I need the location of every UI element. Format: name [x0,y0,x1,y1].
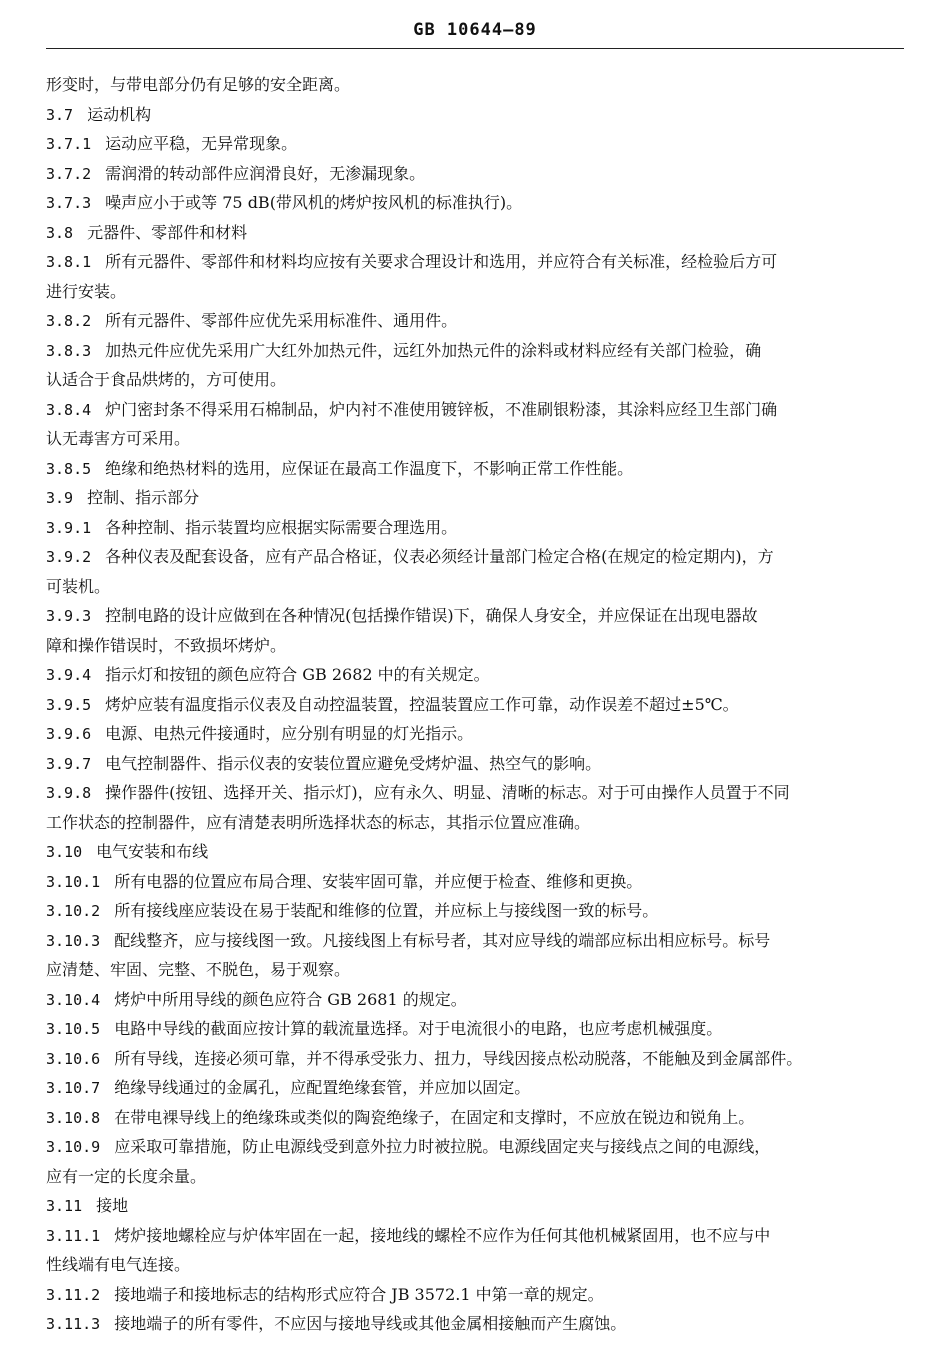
clause-text: 形变时，与带电部分仍有足够的安全距离。 [46,75,351,94]
clause-number: 3.9.3 [46,607,92,625]
clause-text: 各种仪表及配套设备，应有产品合格证，仪表必须经计量部门检定合格(在规定的检定期内)，方 [105,547,774,566]
clause-number: 3.9.7 [46,754,92,773]
clause-number: 3.7.2 [46,164,92,183]
clause-number: 3.10.4 [46,990,101,1009]
clause-text: 烤炉中所用导线的颜色应符合 GB 2681 的规定。 [114,989,467,1009]
clause-text: 烤炉应装有温度指示仪表及自动控温装置，控温装置应工作可靠，动作误差不超过±5℃。 [105,694,739,714]
clause-line [46,159,904,189]
clause-line [46,336,904,366]
clause-line [46,778,904,808]
clause-number: 3.10.1 [46,872,101,891]
clause-text: 需润滑的转动部件应润滑良好，无渗漏现象。 [105,163,426,183]
clause-number: 3.11.1 [46,1226,101,1245]
continuation-line [46,808,904,838]
clause-text: 烤炉接地螺栓应与炉体牢固在一起，接地线的螺栓不应作为任何其他机械紧固用，也不应与中 [114,1225,771,1245]
clause-text: 运动机构 [87,104,152,124]
clause-text: 所有导线，连接必须可靠，并不得承受张力、扭力，导线因接点松动脱落，不能触及到金属部件。 [114,1048,803,1068]
clause-number: 3.9.1 [46,518,92,537]
clause-number: 3.9.8 [46,784,92,802]
clause-line [46,1044,904,1074]
clause-text: 可装机。 [46,576,111,596]
document-body [46,70,904,1339]
clause-number: 3.11.3 [46,1315,101,1333]
clause-number: 3.10.8 [46,1108,101,1127]
clause-text: 控制、指示部分 [87,488,200,507]
clause-line [46,129,904,159]
clause-line [46,985,904,1015]
clause-line [46,483,904,513]
clause-number: 3.9.2 [46,548,92,566]
clause-text: 电气安装和布线 [96,842,209,861]
page-header: GB 10644—89 [413,20,537,40]
clause-number: 3.9.4 [46,666,92,684]
clause-line [46,1073,904,1103]
clause-line [46,601,904,631]
clause-number: 3.11.2 [46,1285,101,1304]
clause-text: 性线端有电气连接。 [46,1255,191,1274]
clause-line [46,454,904,484]
continuation-line [46,1162,904,1192]
clause-text: 应采取可靠措施，防止电源线受到意外拉力时被拉脱。电源线固定夹与接线点之间的电源线， [114,1137,771,1156]
clause-line [46,719,904,749]
clause-number: 3.10.2 [46,902,101,920]
continuation-line [46,631,904,661]
clause-text: 应有一定的长度余量。 [46,1166,207,1186]
clause-line [46,1103,904,1133]
clause-text: 配线整齐，应与接线图一致。凡接线图上有标号者，其对应导线的端部应标出相应标号。标号 [114,930,771,950]
clause-text: 电源、电热元件接通时，应分别有明显的灯光指示。 [105,724,474,743]
clause-line [46,896,904,926]
continuation-line [46,424,904,454]
clause-line [46,1221,904,1251]
clause-number: 3.8.5 [46,459,92,478]
clause-line [46,1309,904,1339]
clause-text: 各种控制、指示装置均应根据实际需要合理选用。 [105,517,458,537]
clause-text: 认适合于食品烘烤的，方可使用。 [46,370,287,389]
clause-text: 炉门密封条不得采用石棉制品，炉内衬不准使用镀锌板，不准刷银粉漆，其涂料应经卫生部门确 [105,399,778,419]
clause-text: 电路中导线的截面应按计算的载流量选择。对于电流很小的电路，也应考虑机械强度。 [114,1019,723,1038]
clause-line [46,306,904,336]
clause-text: 所有电器的位置应布局合理、安装牢固可靠，并应便于检查、维修和更换。 [114,871,643,891]
clause-line [46,1280,904,1310]
clause-text: 绝缘导线通过的金属孔，应配置绝缘套管，并应加以固定。 [114,1078,531,1097]
clause-number: 3.10.6 [46,1049,101,1068]
clause-text: 接地 [96,1196,129,1215]
clause-text: 操作器件(按钮、选择开关、指示灯)，应有永久、明显、清晰的标志。对于可由操作人员置于不同 [105,783,790,802]
clause-line [46,1191,904,1221]
clause-number: 3.10.5 [46,1020,101,1038]
clause-line [46,837,904,867]
clause-number: 3.8.3 [46,341,92,360]
clause-number: 3.10.7 [46,1079,101,1097]
clause-number: 3.9.5 [46,695,92,714]
clause-text: 所有元器件、零部件和材料均应按有关要求合理设计和选用，并应符合有关标准，经检验后方可 [105,252,778,271]
continuation-line [46,955,904,985]
continuation-line [46,1250,904,1280]
clause-line [46,690,904,720]
clause-text: 障和操作错误时，不致损坏烤炉。 [46,635,287,655]
continuation-line [46,572,904,602]
clause-number: 3.11 [46,1197,83,1215]
clause-text: 工作状态的控制器件，应有清楚表明所选择状态的标志，其指示位置应准确。 [46,812,591,832]
clause-number: 3.8 [46,223,74,242]
clause-text: 所有接线座应装设在易于装配和维修的位置，并应标上与接线图一致的标号。 [114,901,659,920]
continuation-line [46,70,904,100]
clause-line [46,867,904,897]
clause-line [46,395,904,425]
continuation-line [46,277,904,307]
clause-text: 应清楚、牢固、完整、不脱色，易于观察。 [46,960,351,979]
header-rule [46,48,904,49]
clause-text: 指示灯和按钮的颜色应符合 GB 2682 中的有关规定。 [105,665,490,684]
clause-text: 所有元器件、零部件应优先采用标准件、通用件。 [105,311,458,330]
clause-text: 认无毒害方可采用。 [46,429,191,448]
clause-line [46,749,904,779]
clause-number: 3.7.3 [46,194,92,212]
clause-text: 绝缘和绝热材料的选用，应保证在最高工作温度下，不影响正常工作性能。 [105,458,634,478]
clause-line [46,926,904,956]
clause-text: 电气控制器件、指示仪表的安装位置应避免受烤炉温、热空气的影响。 [105,753,602,773]
clause-line [46,660,904,690]
clause-number: 3.10 [46,843,83,861]
clause-text: 控制电路的设计应做到在各种情况(包括操作错误)下，确保人身安全，并应保证在出现电器故 [105,606,758,625]
clause-number: 3.7 [46,105,74,124]
clause-number: 3.10.9 [46,1138,101,1156]
clause-text: 噪声应小于或等 75 dB(带风机的烤炉按风机的标准执行)。 [105,193,523,212]
clause-text: 接地端子的所有零件，不应因与接地导线或其他金属相接触而产生腐蚀。 [114,1314,627,1333]
continuation-line [46,365,904,395]
clause-line [46,100,904,130]
clause-number: 3.8.4 [46,400,92,419]
clause-number: 3.8.1 [46,253,92,271]
clause-number: 3.8.2 [46,312,92,330]
clause-number: 3.9.6 [46,725,92,743]
clause-line [46,1014,904,1044]
clause-number: 3.10.3 [46,931,101,950]
clause-text: 在带电裸导线上的绝缘珠或类似的陶瓷绝缘子，在固定和支撑时，不应放在锐边和锐角上。 [114,1107,755,1127]
clause-text: 元器件、零部件和材料 [87,222,248,242]
clause-line [46,513,904,543]
clause-line [46,188,904,218]
clause-line [46,542,904,572]
clause-line [46,247,904,277]
clause-number: 3.9 [46,489,74,507]
clause-text: 进行安装。 [46,281,127,301]
clause-line [46,1132,904,1162]
clause-number: 3.7.1 [46,135,92,153]
clause-text: 运动应平稳，无异常现象。 [105,134,298,153]
clause-text: 接地端子和接地标志的结构形式应符合 JB 3572.1 中第一章的规定。 [114,1284,604,1304]
clause-text: 加热元件应优先采用广大红外加热元件，远红外加热元件的涂料或材料应经有关部门检验，确 [105,340,762,360]
clause-line [46,218,904,248]
